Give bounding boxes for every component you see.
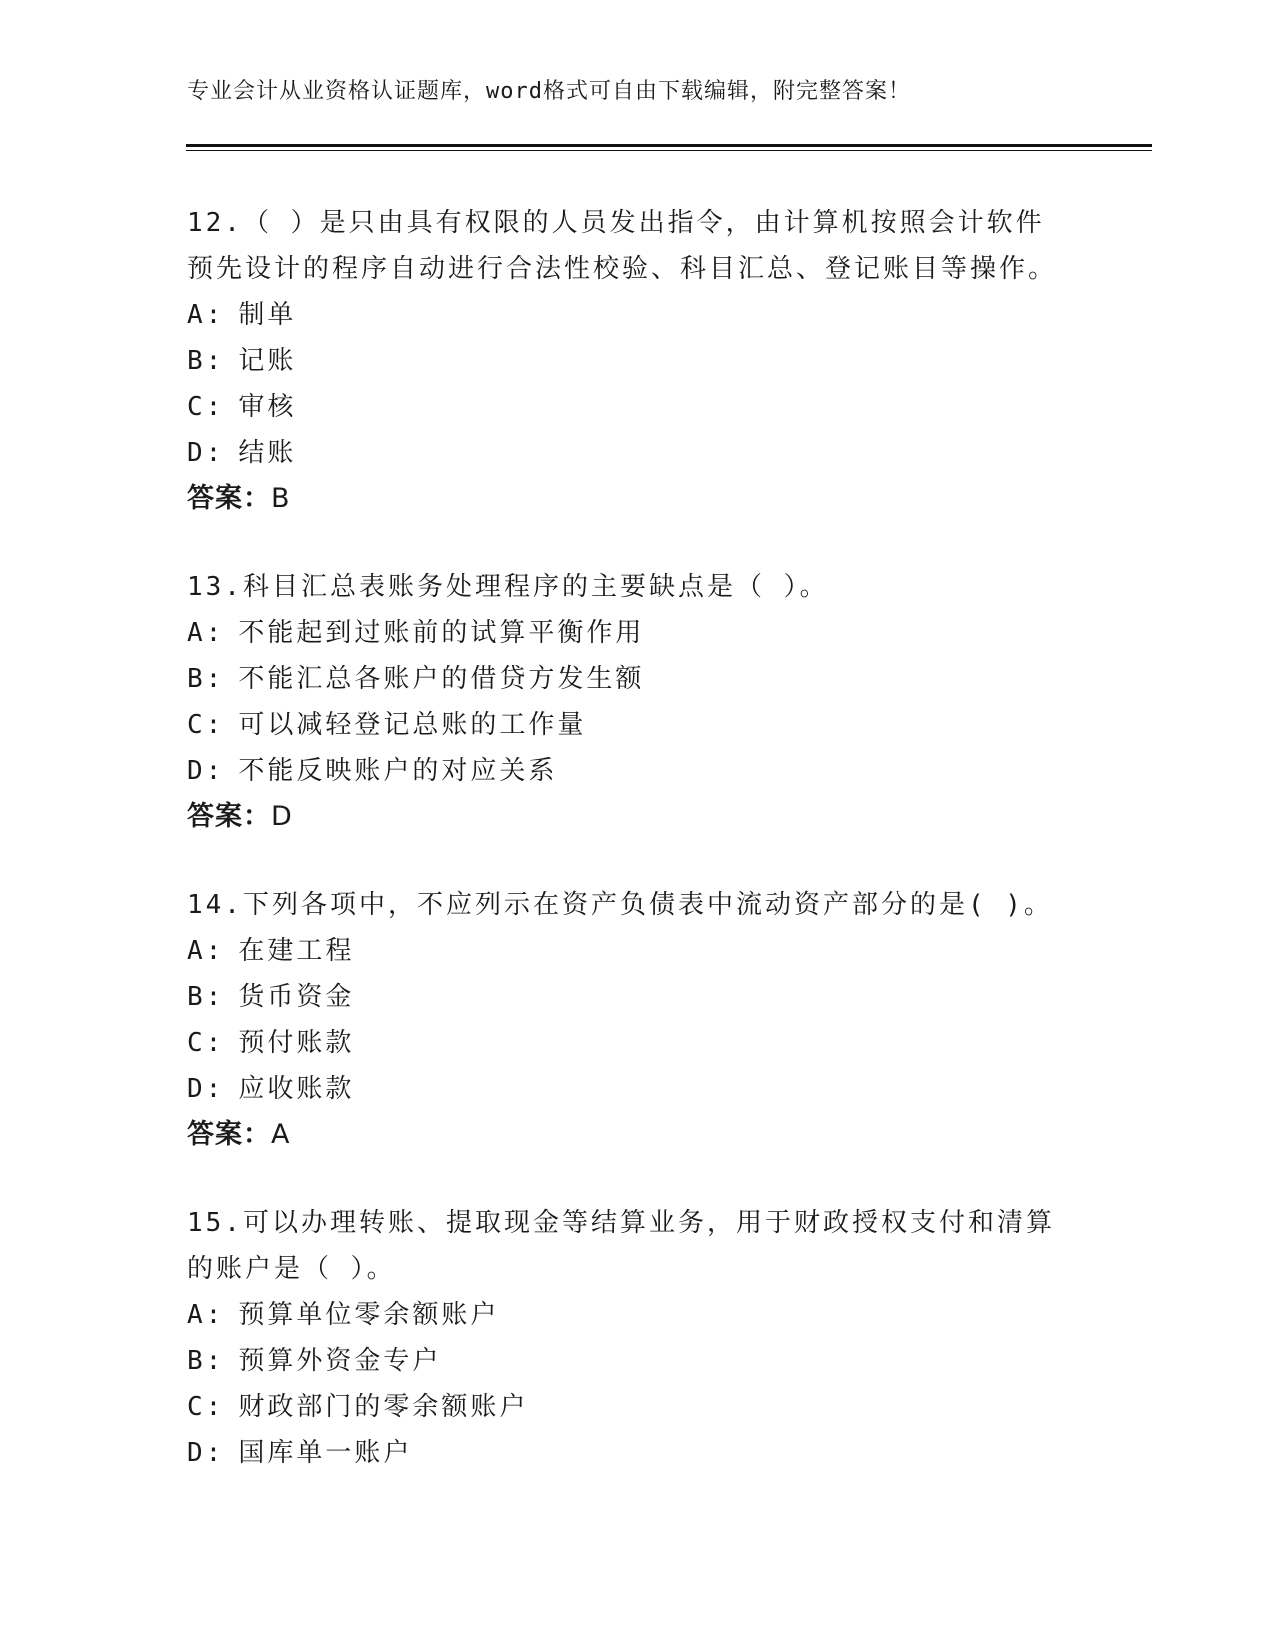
option-text: 审核: [238, 392, 297, 422]
option-d: [187, 1430, 1087, 1476]
answer-line: [187, 476, 1087, 522]
question-14: [187, 882, 1087, 1158]
option-b: [187, 656, 1087, 702]
option-text: 制单: [238, 300, 297, 330]
answer-line: [187, 1112, 1087, 1158]
option-text: 国库单一账户: [238, 1438, 413, 1468]
option-text: 预算单位零余额账户: [238, 1300, 500, 1330]
option-a: [187, 610, 1087, 656]
question-15: [187, 1200, 1087, 1476]
option-letter: C:: [187, 1392, 225, 1422]
option-d: [187, 748, 1087, 794]
page-header: 专业会计从业资格认证题库，word格式可自由下载编辑，附完整答案！: [187, 79, 911, 104]
option-letter: B:: [187, 982, 225, 1012]
option-text: 财政部门的零余额账户: [238, 1392, 529, 1422]
option-b: [187, 974, 1087, 1020]
question-stem: 科目汇总表账务处理程序的主要缺点是（ ）。: [242, 572, 829, 602]
answer-value: B: [271, 483, 291, 514]
option-d: [187, 1066, 1087, 1112]
header-rule-thin: [186, 150, 1152, 151]
option-letter: D:: [187, 756, 225, 786]
option-a: [187, 928, 1087, 974]
question-number: 13.: [187, 572, 243, 602]
answer-value: A: [271, 1119, 291, 1150]
option-a: [187, 292, 1087, 338]
option-letter: A:: [187, 936, 225, 966]
option-d: [187, 430, 1087, 476]
answer-label: 答案：: [187, 483, 271, 514]
option-letter: C:: [187, 710, 225, 740]
option-letter: D:: [187, 438, 225, 468]
question-text: [187, 200, 1067, 292]
option-b: [187, 1338, 1087, 1384]
header-rule-thick: [186, 144, 1152, 147]
answer-label: 答案：: [187, 801, 271, 832]
question-12: [187, 200, 1087, 522]
option-letter: A:: [187, 300, 225, 330]
answer-line: [187, 794, 1087, 840]
option-letter: B:: [187, 664, 225, 694]
option-text: 在建工程: [238, 936, 355, 966]
option-text: 可以减轻登记总账的工作量: [238, 710, 587, 740]
option-c: [187, 384, 1087, 430]
option-text: 不能起到过账前的试算平衡作用: [238, 618, 645, 648]
option-text: 货币资金: [238, 982, 355, 1012]
question-text: [187, 882, 1067, 928]
question-stem: 可以办理转账、提取现金等结算业务，用于财政授权支付和清算的账户是（ ）。: [187, 1208, 1055, 1284]
option-letter: C:: [187, 1028, 225, 1058]
option-letter: B:: [187, 1346, 225, 1376]
answer-value: D: [271, 801, 293, 832]
option-letter: D:: [187, 1438, 225, 1468]
question-number: 12.: [187, 208, 243, 238]
question-number: 15.: [187, 1208, 243, 1238]
question-number: 14.: [187, 890, 243, 920]
option-letter: A:: [187, 618, 225, 648]
option-letter: C:: [187, 392, 225, 422]
option-c: [187, 702, 1087, 748]
option-letter: A:: [187, 1300, 225, 1330]
question-13: [187, 564, 1087, 840]
option-letter: D:: [187, 1074, 225, 1104]
option-text: 不能汇总各账户的借贷方发生额: [238, 664, 645, 694]
question-text: [187, 564, 1067, 610]
question-text: [187, 1200, 1067, 1292]
option-c: [187, 1020, 1087, 1066]
option-text: 预算外资金专户: [238, 1346, 442, 1376]
question-list: [187, 200, 1087, 1518]
option-text: 应收账款: [238, 1074, 355, 1104]
option-letter: B:: [187, 346, 225, 376]
option-text: 记账: [238, 346, 297, 376]
option-c: [187, 1384, 1087, 1430]
option-b: [187, 338, 1087, 384]
option-a: [187, 1292, 1087, 1338]
option-text: 预付账款: [238, 1028, 355, 1058]
question-stem: 下列各项中，不应列示在资产负债表中流动资产部分的是( )。: [242, 890, 1053, 920]
answer-label: 答案：: [187, 1119, 271, 1150]
option-text: 结账: [238, 438, 297, 468]
option-text: 不能反映账户的对应关系: [238, 756, 558, 786]
question-stem: （ ）是只由具有权限的人员发出指令，由计算机按照会计软件预先设计的程序自动进行合法性校验、科目汇总、登记账目等操作。: [187, 208, 1058, 284]
